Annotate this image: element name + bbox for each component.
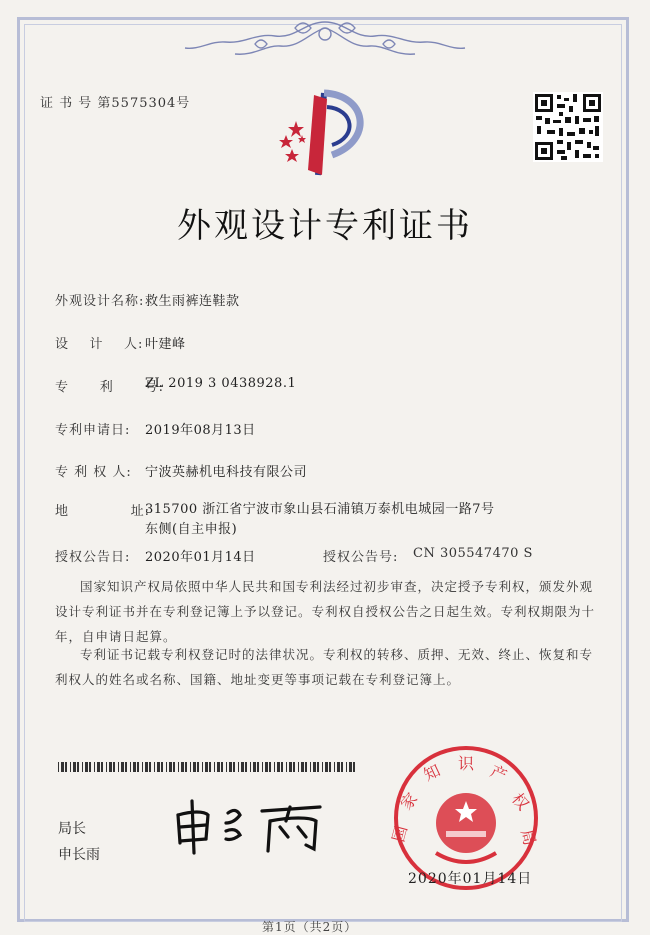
- address-row: [55, 500, 545, 540]
- grant-date-label: 授权公告日:: [55, 550, 131, 565]
- application-date-value: 2019年08月13日: [145, 423, 256, 438]
- patent-number-row: [55, 376, 296, 395]
- patent-number-value: ZL 2019 3 0438928.1: [145, 376, 297, 391]
- grant-date-row: [55, 546, 256, 565]
- director-name: 申长雨: [58, 847, 100, 863]
- patentee-row: [55, 461, 307, 480]
- svg-text:权: 权: [507, 789, 533, 814]
- grant-number-value: CN 305547470 S: [413, 546, 533, 561]
- seal-date: 2020年01月14日: [408, 871, 533, 887]
- address-value: 315700 浙江省宁波市象山县石浦镇万泰机电城园一路7号 东侧(自主申报): [145, 502, 495, 537]
- design-name-label: 外观设计名称:: [55, 294, 145, 309]
- grant-number-row: [323, 546, 533, 565]
- cnipa-logo: [272, 85, 382, 180]
- application-date-row: [55, 419, 256, 438]
- barcode: [58, 762, 358, 772]
- patentee-label: 专 利 权 人:: [55, 465, 132, 480]
- design-name-value: 救生雨裤连鞋款: [145, 294, 240, 309]
- svg-text:识: 识: [458, 754, 475, 773]
- svg-text:知: 知: [420, 760, 444, 785]
- address-label: 地 址:: [55, 504, 150, 519]
- qr-code: [533, 92, 603, 162]
- designer-row: [55, 333, 186, 352]
- document-title: 外观设计专利证书: [177, 206, 473, 246]
- application-date-label: 专利申请日:: [55, 423, 131, 438]
- handwritten-signature: [170, 795, 330, 855]
- paragraph-legal-status: 专利证书记载专利权登记时的法律状况。专利权的转移、质押、无效、终止、恢复和专利权人的姓名或名称、国籍、地址变更等事项记载在专利登记簿上。: [55, 647, 594, 687]
- svg-text:产: 产: [487, 761, 510, 786]
- ornament-header: [175, 14, 475, 74]
- designer-value: 叶建峰: [145, 337, 186, 352]
- svg-text:局: 局: [517, 827, 540, 848]
- design-name-row: [55, 290, 240, 309]
- designer-label: 设 计 人:: [55, 337, 144, 352]
- patentee-value: 宁波英赫机电科技有限公司: [145, 465, 308, 480]
- page-number: 第1页（共2页）: [262, 920, 358, 934]
- certificate-number: 证 书 号 第5575304号: [40, 96, 191, 111]
- director-title: 局长: [58, 821, 86, 837]
- svg-text:国: 国: [388, 823, 412, 845]
- patent-number-label: 专 利 号:: [55, 380, 164, 395]
- svg-text:家: 家: [396, 789, 422, 814]
- grant-date-value: 2020年01月14日: [145, 550, 256, 565]
- paragraph-grant: 国家知识产权局依照中华人民共和国专利法经过初步审查，决定授予专利权，颁发外观设计专利证书并在专利登记簿上予以登记。专利权自授权公告之日起生效。专利权期限为十年，自申请日起算。: [55, 579, 596, 644]
- grant-number-label: 授权公告号:: [323, 550, 399, 565]
